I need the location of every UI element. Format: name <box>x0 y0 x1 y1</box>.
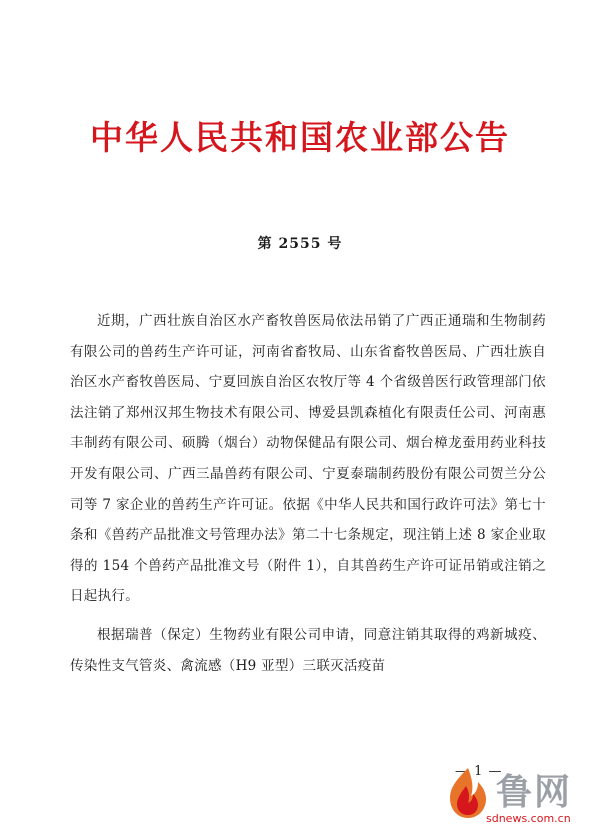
flame-logo-icon <box>442 766 492 820</box>
paragraph: 根据瑞普（保定）生物药业有限公司申请，同意注销其取得的鸡新城疫、传染性支气管炎、禽流感（H9 亚型）三联灭活疫苗 <box>70 626 546 674</box>
paragraph: 近期，广西壮族自治区水产畜牧兽医局依法吊销了广西正通瑞和生物制药有限公司的兽药生产许可证，河南省畜牧局、山东省畜牧兽医局、广西壮族自治区水产畜牧兽医局、宁夏回族自治区农牧厅等 4 个省级兽医行政管理部门依法注销了郑州汉邦生物技术有限公司、博爱县凯森植化有限责任公司、河南惠丰制药有限公司、硕腾（烟台）动物保健品有限公司、烟台樟龙蚕用药业科技开发有限公司、广西三晶兽药有限公司、宁夏泰瑞制药股份有限公司贺兰分公司等 7 家企业的兽药生产许可证。依据《中华人民共和国行政许可法》第七十条和《兽药产品批准文号管理办法》第二十七条规定，现注销上述 8 家企业取得的 154 个兽药产品批准文号（附件 1），自其兽药生产许可证吊销或注销之日起执行。 <box>70 313 546 605</box>
watermark-url: sdnews.com.cn <box>486 812 571 825</box>
document-body <box>70 306 546 689</box>
document-number: 第 2555 号 <box>257 236 343 252</box>
document-title: 中华人民共和国农业部公告 <box>90 118 510 157</box>
page-number: — 1 — <box>455 764 503 779</box>
watermark <box>440 760 596 836</box>
watermark-brand: 鲁网 <box>496 772 573 813</box>
